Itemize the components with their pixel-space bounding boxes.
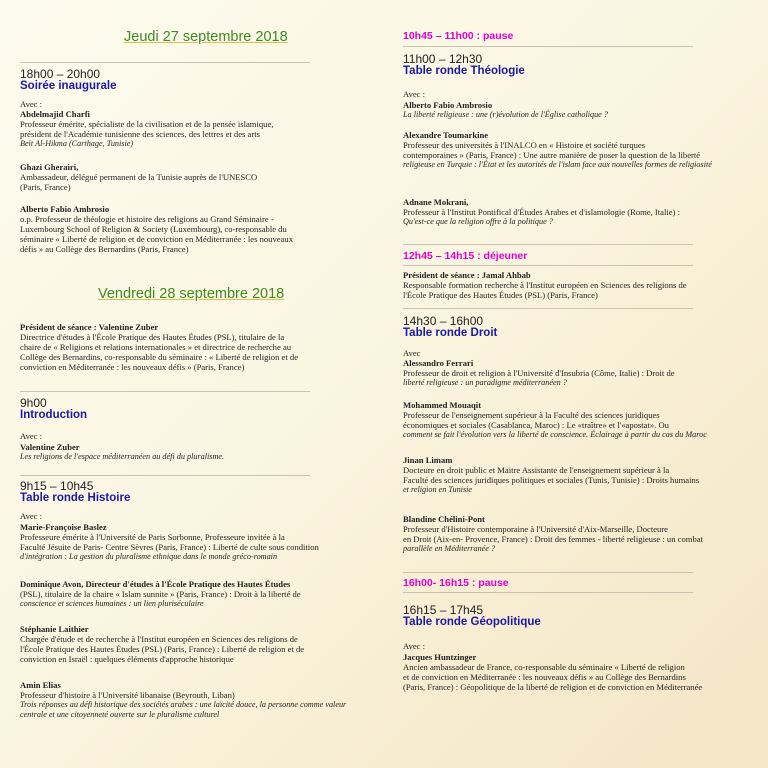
speaker-block (20, 579, 372, 609)
speaker-desc: Professeur de l'enseignement supérieur à la Faculté des sciences juridiques (403, 410, 660, 420)
president-name: Président de séance : Jamal Ahbab (403, 270, 531, 280)
speaker-name: Blandine Chélini-Pont (403, 514, 485, 524)
divider (403, 572, 693, 573)
speaker-desc: Ambassadeur, délégué permanent de la Tunisie auprès de l'UNESCO (20, 172, 258, 182)
speaker-block (20, 204, 372, 254)
session-title: Table ronde Histoire (20, 492, 131, 504)
speaker-block (20, 162, 372, 192)
avec-label: Avec (403, 348, 421, 358)
president-desc: Directrice d'études à l'École Pratique des Hautes Études (PSL), titulaire de la (20, 332, 285, 342)
speaker-desc: (Paris, France) : Géopolitique de la liberté de religion et de conviction en Méditerranée (403, 682, 703, 692)
session-time: 18h00 – 20h00 (20, 67, 101, 81)
speaker-desc: Professeur à l'Institut Pontifical d'Études Arabes et d'islamologie (Rome, Italie) : (403, 207, 680, 217)
speaker-name: Alessandro Ferrari (403, 358, 474, 368)
divider (20, 475, 310, 476)
speaker-italic: comment se fait l'évolution vers la liberté de conscience. Éclairage à partir du cas du Maroc (403, 430, 707, 439)
speaker-block (403, 130, 748, 170)
speaker-block (20, 442, 372, 462)
avec-label: Avec : (403, 89, 426, 99)
speaker-italic: conscience et sciences humaines : un lien pluriséculaire (20, 599, 204, 608)
session-title: Table ronde Théologie (403, 65, 525, 77)
speaker-desc: et de conviction en Méditerranée : les nouveaux défis » au Collège des Bernardins (403, 672, 686, 682)
session-time: 14h30 – 16h00 (403, 314, 484, 328)
speaker-block (20, 109, 372, 149)
speaker-desc: défis » au Collège des Bernardins (Paris, France) (20, 244, 189, 254)
speaker-desc: Professeur de droit et religion à l'Université d'Insubria (Côme, Italie) : Droit de (403, 368, 675, 378)
speaker-desc: o.p. Professeur de théologie et histoire des religions au Grand Séminaire - (20, 214, 274, 224)
speaker-desc: Chargée d'étude et de recherche à l'Institut européen en Sciences des religions de (20, 634, 298, 644)
speaker-name: Adnane Mokrani, (403, 197, 469, 207)
speaker-name: Jinan Limam (403, 455, 453, 465)
session-president (20, 322, 372, 372)
speaker-desc: économiques et sociales (Casablanca, Maroc) : Le «traître» et l'«apostat». Ou (403, 420, 669, 430)
speaker-block (20, 680, 372, 720)
divider (403, 265, 693, 266)
speaker-name: Amin Elias (20, 680, 61, 690)
speaker-name: Abdelmajid Charfi (20, 109, 90, 119)
president-desc: l'École Pratique des Hautes Études (PSL) (Paris, France) (403, 290, 598, 300)
avec-label: Avec : (20, 431, 43, 441)
speaker-italic: Les religions de l'espace méditerranéen au défi du pluralisme. (20, 452, 225, 461)
speaker-name: Ghazi Gherairi, (20, 162, 79, 172)
lunch-label: 12h45 – 14h15 : déjeuner (403, 250, 528, 262)
president-desc: Collège des Bernardins, co-responsable du séminaire : « Liberté de religion et de (20, 352, 299, 362)
speaker-desc: Professeure émérite à l'Université de Paris Sorbonne, Professeure invitée à la (20, 532, 285, 542)
session-time: 9h15 – 10h45 (20, 479, 94, 493)
session-time: 11h00 – 12h30 (403, 52, 483, 66)
speaker-desc: conviction en Israël : quelques éléments d'approche historique (20, 654, 234, 664)
divider (20, 62, 310, 63)
speaker-block (403, 400, 748, 440)
session-time: 9h00 (20, 396, 47, 410)
speaker-block (403, 455, 748, 495)
speaker-name: Alberto Fabio Ambrosio (20, 204, 110, 214)
speaker-italic: liberté religieuse : un paradigme méditerranéen ? (403, 378, 567, 387)
speaker-desc: Professeur émérite, spécialiste de la civilisation et de la pensée islamique, (20, 119, 274, 129)
speaker-block (20, 624, 372, 664)
day-heading-friday: Vendredi 28 septembre 2018 (98, 286, 285, 302)
president-desc: Responsable formation recherche à l'Institut européen en Sciences des religions de (403, 280, 687, 290)
avec-label: Avec : (403, 641, 426, 651)
session-title: Soirée inaugurale (20, 80, 117, 92)
speaker-name: Marie-Françoise Baslez (20, 522, 107, 532)
divider (403, 46, 693, 47)
divider (20, 391, 310, 392)
speaker-block (403, 197, 748, 227)
speaker-desc: (Paris, France) (20, 182, 71, 192)
session-time: 16h15 – 17h45 (403, 603, 484, 617)
speaker-name: Alexandre Toumarkine (403, 130, 489, 140)
speaker-desc: Professeur d'histoire à l'Université libanaise (Beyrouth, Liban) (20, 690, 235, 700)
divider (403, 592, 693, 593)
speaker-italic: et religion en Tunisie (403, 485, 473, 494)
speaker-desc: (PSL), titulaire de la chaire « Islam sunnite » (Paris, France) : Droit à la liberté de (20, 589, 301, 599)
speaker-desc: Ancien ambassadeur de France, co-responsable du séminaire « Liberté de religion (403, 662, 685, 672)
speaker-name: Alberto Fabio Ambrosio (403, 100, 493, 110)
speaker-desc: en Droit (Aix-en- Provence, France) : Droit des femmes - liberté religieuse : un combat (403, 534, 703, 544)
avec-label: Avec : (20, 511, 43, 521)
speaker-italic: La liberté religieuse : une (r)évolution de l'Église catholique ? (403, 110, 608, 119)
avec-label: Avec : (20, 99, 43, 109)
pause-label: 16h00- 16h15 : pause (403, 577, 509, 589)
speaker-desc: Docteure en droit public et Maitre Assistante de l'enseignement supérieur à la (403, 465, 670, 475)
speaker-desc: Luxembourg School of Religion & Society (Luxembourg), co-responsable du (20, 224, 287, 234)
divider (403, 308, 693, 309)
divider (403, 244, 693, 245)
speaker-name: Mohammed Mouaqit (403, 400, 482, 410)
speaker-desc: Faculté Jésuite de Paris- Centre Sèvres (Paris, France) : Liberté de culte sous condition (20, 542, 319, 552)
day-heading-thursday: Jeudi 27 septembre 2018 (124, 29, 288, 45)
speaker-block (403, 358, 748, 388)
speaker-block (403, 514, 748, 554)
speaker-desc: Faculté des sciences juridiques politiques et sociales (Tunis, Tunisie) : Droits humains (403, 475, 700, 485)
session-title: Introduction (20, 409, 88, 421)
speaker-name: Valentine Zuber (20, 442, 80, 452)
president-desc: chaire de « Religions et relations internationales » et directrice de recherche au (20, 342, 292, 352)
speaker-block (20, 522, 372, 562)
session-president (403, 270, 748, 300)
speaker-italic: Qu'est-ce que la religion offre à la politique ? (403, 217, 553, 226)
session-title: Table ronde Géopolitique (403, 616, 541, 628)
pause-label: 10h45 – 11h00 : pause (403, 30, 514, 42)
speaker-italic: d'intégration : La gestion du pluralisme ethnique dans le monde gréco-romain (20, 552, 278, 561)
speaker-desc: Professeur d'Histoire contemporaine à l'Université d'Aix-Marseille, Docteure (403, 524, 669, 534)
speaker-desc: l'École Pratique des Hautes Études (PSL) (Paris, France) : Liberté de religion et de (20, 644, 305, 654)
speaker-name: Dominique Avon, Directeur d'études à l'École Pratique des Hautes Études (20, 579, 291, 589)
speaker-name: Jacques Huntzinger (403, 652, 477, 662)
speaker-desc: séminaire « Liberté de religion et de conviction en Méditerranée : les nouveaux (20, 234, 293, 244)
speaker-desc: contemporaines » (Paris, France) : Une autre manière de poser la question de la liberté (403, 150, 701, 160)
speaker-name: Stéphanie Laithier (20, 624, 89, 634)
speaker-desc: président de l'Académie tunisienne des sciences, des lettres et des arts (20, 129, 260, 139)
session-title: Table ronde Droit (403, 327, 498, 339)
speaker-desc: Professeur des universités à l'INALCO en « Histoire et société turques (403, 140, 646, 150)
speaker-italic: religieuse en Turquie : l'État et les autorités de l'islam face aux nouvelles formes de religiosité (403, 160, 712, 169)
speaker-italic: centrale et une citoyenneté ouverte sur le pluralisme culturel (20, 710, 220, 719)
speaker-italic: parallèle en Méditerranée ? (403, 544, 496, 553)
speaker-block (403, 652, 748, 692)
speaker-italic: Beït Al-Hikma (Carthage, Tunisie) (20, 139, 134, 148)
president-name: Président de séance : Valentine Zuber (20, 322, 159, 332)
speaker-block (403, 100, 748, 120)
speaker-italic: Trois réponses au défi historique des sociétés arabes : une laïcité douce, la personne comme valeur (20, 700, 347, 709)
president-desc: conviction en Méditerranée : les nouveaux défis » (Paris, France) (20, 362, 245, 372)
